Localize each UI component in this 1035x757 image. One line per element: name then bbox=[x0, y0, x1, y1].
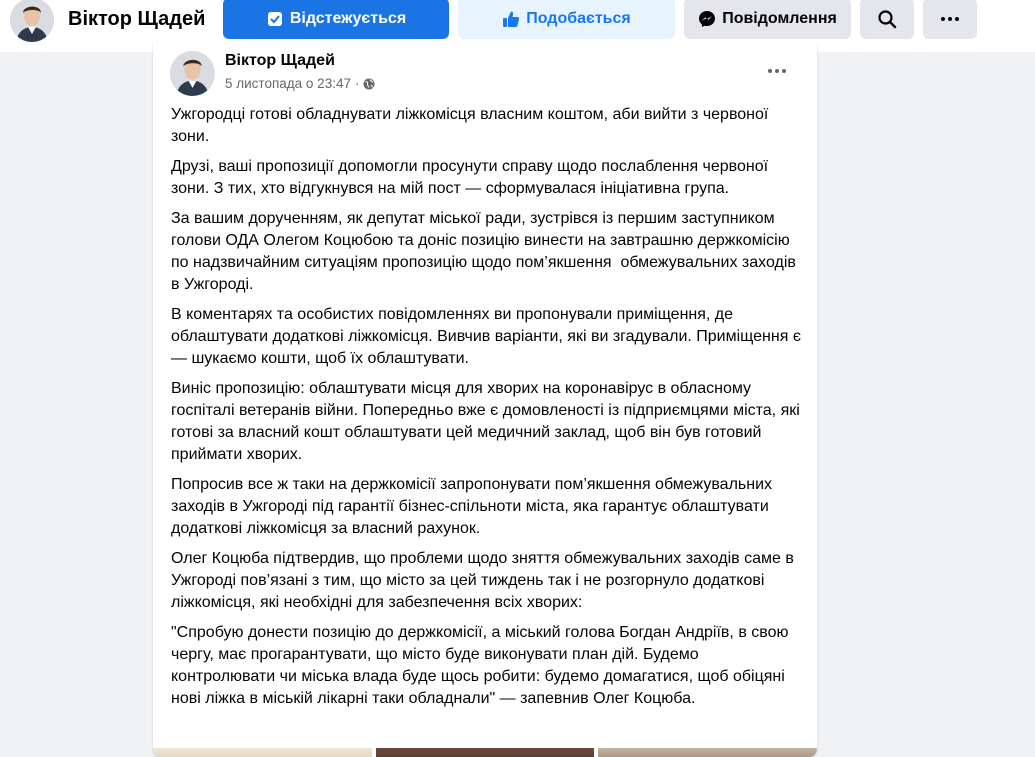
following-button[interactable] bbox=[223, 0, 449, 39]
post-author-avatar[interactable] bbox=[170, 51, 215, 96]
post-paragraph: Виніс пропозицію: облаштувати місця для хворих на коронавірус в обласному госпіталі ветеранів війни. Попередньо вже є домовленості із підприємцями міста, які готові за власний кошт облаштувати цей медичний заклад, щоб він був готовий приймати хворих. bbox=[171, 380, 805, 463]
post-photo[interactable] bbox=[598, 748, 817, 757]
post-meta bbox=[225, 76, 375, 91]
avatar-portrait bbox=[170, 51, 215, 96]
post-text bbox=[171, 104, 806, 718]
search-icon bbox=[877, 9, 897, 29]
post-paragraph: "Спробую донести позицію до держкомісії, а міський голова Богдан Андріїв, в свою чергу, має прогарантувати, що місто буде виконувати план дій. Будемо контролювати чи міська влада буде щось робити: будемо домагатися, щоб обіцяні нові ліжка в міській лікарні таки обладнали" — запевнив Олег Коцюба. bbox=[171, 624, 793, 707]
post-paragraph: В коментарях та особистих повідомленнях ви пропонували приміщення, де облаштувати додаткові ліжкомісця. Вивчив варіанти, які ви згадували. Приміщення є — шукаємо кошти, щоб їх облаштувати. bbox=[171, 306, 806, 367]
page-avatar[interactable] bbox=[10, 0, 54, 42]
search-button[interactable] bbox=[860, 0, 914, 39]
follow-check-icon bbox=[266, 10, 284, 28]
more-horizontal-icon bbox=[767, 68, 787, 74]
avatar-portrait bbox=[10, 0, 54, 42]
post-author-name[interactable]: Віктор Щадей bbox=[225, 52, 335, 69]
more-horizontal-icon bbox=[940, 16, 960, 22]
post-paragraph: Попросив все ж таки на держкомісії запропонувати пом’якшення обмежувальних заходів в Ужгороді під гарантії бізнес-спільноти міста, яка гарантує облаштувати додаткові ліжкомісця за власний рахунок. bbox=[171, 476, 778, 537]
message-button[interactable] bbox=[684, 0, 851, 39]
meta-separator: · bbox=[354, 76, 360, 91]
like-page-button[interactable] bbox=[458, 0, 675, 39]
page-name[interactable]: Віктор Щадей bbox=[68, 8, 206, 30]
globe-icon[interactable] bbox=[363, 78, 375, 90]
post-card bbox=[153, 43, 817, 757]
post-paragraph: За вашим дорученням, як депутат міської ради, зустрівся із першим заступником голови ОДА Олегом Коцюбою та доніс позицію винести на завтрашню держкомісію по надзвичайним ситуаціям пропозицію щодо пом’якшення обмежувальних заходів в Ужгороді. bbox=[171, 210, 801, 293]
more-options-button[interactable] bbox=[923, 0, 977, 39]
post-photo-grid bbox=[153, 748, 817, 757]
post-photo[interactable] bbox=[153, 748, 372, 757]
like-page-button-label: Подобається bbox=[526, 9, 631, 27]
thumbs-up-icon bbox=[502, 10, 520, 28]
post-photo[interactable] bbox=[376, 748, 595, 757]
following-button-label: Відстежується bbox=[289, 9, 407, 27]
post-timestamp[interactable]: 5 листопада о 23:47 bbox=[225, 76, 351, 91]
post-options-button[interactable] bbox=[759, 57, 795, 85]
post-paragraph: Друзі, ваші пропозиції допомогли просунути справу щодо послаблення червоної зони. З тих, хто відгукнувся на мій пост — сформувалася ініціативна група. bbox=[171, 158, 773, 197]
post-paragraph: Ужгородці готові обладнувати ліжкомісця власним коштом, аби вийти з червоної зони. bbox=[171, 106, 773, 145]
post-paragraph: Олег Коцюба підтвердив, що проблеми щодо зняття обмежувальних заходів саме в Ужгороді пов’язані з тим, що місто за цей тиждень так і не розгорнуло додаткові ліжкомісця, які необхідні для забезпечення всіх хворих: bbox=[171, 550, 799, 611]
messenger-icon bbox=[698, 10, 716, 28]
message-button-label: Повідомлення bbox=[722, 9, 837, 27]
